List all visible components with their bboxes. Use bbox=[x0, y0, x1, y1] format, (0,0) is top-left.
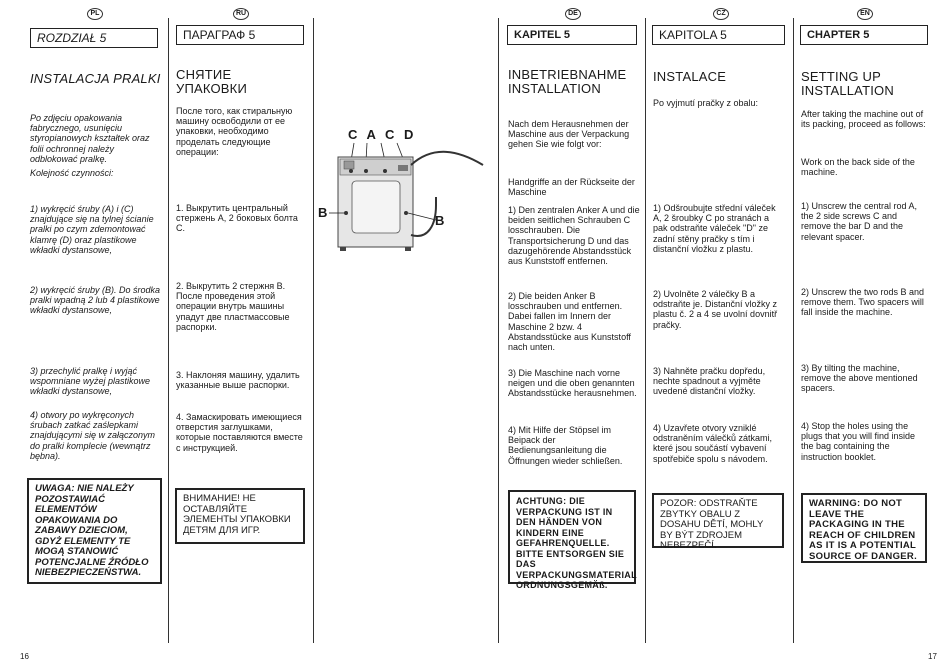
lang-badge-pl: PL bbox=[87, 8, 103, 20]
step1-ru: 1. Выкрутить центральный стержень А, 2 боковых болта С. bbox=[176, 203, 298, 234]
divider bbox=[313, 18, 314, 643]
step3-ru: 3. Наклоняя машину, удалить указанные выше распорки. bbox=[176, 370, 300, 391]
step1-cz: 1) Odšroubujte střední váleček A, 2 šroubky C po stranách a pak odstraňte váleček "D" ze zadní stěny pračky s tím i distanční vložku z plastu. bbox=[653, 203, 776, 254]
step2-cz: 2) Uvolněte 2 válečky B a odstraňte je. Distanční vložky z plastu č. 2 a 4 se uvolní dovnitř pračky. bbox=[653, 289, 778, 330]
step4-de: 4) Mit Hilfe der Stöpsel im Beipack der Bedienungsanleitung die Öffnungen wieder schließen. bbox=[508, 425, 623, 466]
step4-en: 4) Stop the holes using the plugs that you will find inside the bag containing the instruction booklet. bbox=[801, 421, 916, 462]
step2-de: 2) Die beiden Anker B losschrauben und entfernen. Dabei fallen im Innern der Maschine 2 bzw. 4 Abstandsstücke aus Kunststoff nach unten. bbox=[508, 291, 631, 353]
intro-en: After taking the machine out of its packing, proceed as follows: bbox=[801, 109, 926, 130]
section-title-ru: СНЯТИЕ УПАКОВКИ bbox=[176, 67, 247, 96]
washing-machine-figure bbox=[318, 125, 493, 275]
section-title-de: INBETRIEBNAHME INSTALLATION bbox=[508, 67, 627, 96]
section-title-pl: INSTALACJA PRALKI bbox=[30, 71, 161, 86]
step1-pl: 1) wykręcić śruby (A) i (C) znajdujące się na tylnej ścianie pralki po czym zdemontować klamrę (D) oraz plastikowe wkładki dystansowe, bbox=[30, 204, 154, 255]
step2-en: 2) Unscrew the two rods B and remove them. Two spacers will fall inside the machine. bbox=[801, 287, 925, 318]
figure-label-top: C A C D bbox=[348, 127, 417, 142]
step3-cz: 3) Nahněte pračku dopředu, nechte spadnout a vyjměte uvedené distanční vložky. bbox=[653, 366, 766, 397]
chapter-title-ru: ПАРАГРАФ 5 bbox=[176, 25, 304, 45]
back-side-en: Work on the back side of the machine. bbox=[801, 157, 915, 178]
chapter-title-cz: KAPITOLA 5 bbox=[652, 25, 785, 45]
chapter-title-pl: ROZDZIAŁ 5 bbox=[30, 28, 158, 48]
step4-pl: 4) otwory po wykręconych śrubach zatkać zaślepkami znajdującymi się w załączonym do pralki komplecie (wewnątrz bębna). bbox=[30, 410, 156, 461]
chapter-title-de: KAPITEL 5 bbox=[507, 25, 637, 45]
warning-de: ACHTUNG: DIE VERPACKUNG IST IN DEN HÄNDEN VON KINDERN EINE GEFAHRENQUELLE. BITTE ENTSORGEN SIE DAS VERPACKUNGSMATERIAL ORDNUNGSGEMÄß. bbox=[508, 490, 636, 584]
divider bbox=[168, 18, 169, 643]
section-title-en: SETTING UP INSTALLATION bbox=[801, 69, 894, 98]
intro-pl: Po zdjęciu opakowania fabrycznego, usunięciu styropianowych kształtek oraz folii ochronnej należy odblokować pralkę. bbox=[30, 113, 150, 164]
divider bbox=[645, 18, 646, 643]
step1-de: 1) Den zentralen Anker A und die beiden seitlichen Schrauben C losschrauben. Die Transportsicherung D und das dazugehörende Abstandsstück aus Kunststoff entfernen. bbox=[508, 205, 640, 267]
handles-de: Handgriffe an der Rückseite der Maschine bbox=[508, 177, 635, 198]
divider bbox=[498, 18, 499, 643]
intro-cz: Po vyjmutí pračky z obalu: bbox=[653, 98, 759, 108]
intro-de: Nach dem Herausnehmen der Maschine aus der Verpackung gehen Sie wie folgt vor: bbox=[508, 119, 630, 150]
step3-de: 3) Die Maschine nach vorne neigen und die oben genannten Abstandsstücke herausnehmen. bbox=[508, 368, 637, 399]
lang-badge-de: DE bbox=[565, 8, 581, 20]
chapter-title-en: CHAPTER 5 bbox=[800, 25, 928, 45]
intro-ru: После того, как стиральную машину освободили от ее упаковки, необходимо проделать следующие операции: bbox=[176, 106, 293, 157]
warning-ru: ВНИМАНИЕ! НЕ ОСТАВЛЯЙТЕ ЭЛЕМЕНТЫ УПАКОВКИ ДЕТЯМ ДЛЯ ИГР. bbox=[175, 488, 305, 544]
warning-pl: UWAGA: NIE NALEŻY POZOSTAWIAĆ ELEMENTÓW OPAKOWANIA DO ZABAWY DZIECIOM, GDYŻ ELEMENTY TE MOGĄ STANOWIĆ POTENCJALNE ŹRÓDŁO NIEBEZPIECZEŃSTWA. bbox=[27, 478, 162, 584]
step3-en: 3) By tilting the machine, remove the above mentioned spacers. bbox=[801, 363, 918, 394]
step1-en: 1) Unscrew the central rod A, the 2 side screws C and remove the bar D and the relevant spacer. bbox=[801, 201, 918, 242]
step2-ru: 2. Выкрутить 2 стержня В. После проведения этой операции внутрь машины упадут две пластмассовые распорки. bbox=[176, 281, 290, 332]
page-number-left: 16 bbox=[20, 652, 29, 661]
section-title-cz: INSTALACE bbox=[653, 69, 727, 84]
divider bbox=[793, 18, 794, 643]
step4-cz: 4) Uzavřete otvory vzniklé odstraněním válečků zátkami, které jsou součástí vybavení spotřebiče spolu s návodem. bbox=[653, 423, 773, 464]
figure-label-left: B bbox=[318, 205, 328, 220]
lang-badge-cz: CZ bbox=[713, 8, 729, 20]
figure-label-right: B bbox=[435, 213, 445, 228]
washing-machine-back-icon bbox=[318, 125, 493, 275]
lang-badge-en: EN bbox=[857, 8, 873, 20]
warning-en: WARNING: DO NOT LEAVE THE PACKAGING IN THE REACH OF CHILDREN AS IT IS A POTENTIAL SOURCE OF DANGER. bbox=[801, 493, 927, 563]
step4-ru: 4. Замаскировать имеющиеся отверстия заглушками, которые поставляются вместе с инструкцией. bbox=[176, 412, 303, 453]
warning-cz: POZOR: ODSTRAŇTE ZBYTKY OBALU Z DOSAHU DĚTÍ, MOHLY BY BÝT ZDROJEM NEBEZPEČÍ. bbox=[652, 493, 784, 548]
page-number-right: 17 bbox=[928, 652, 937, 661]
step3-pl: 3) przechylić pralkę i wyjąć wspomniane wyżej plastikowe wkładki dystansowe, bbox=[30, 366, 151, 397]
lang-badge-ru: RU bbox=[233, 8, 249, 20]
step2-pl: 2) wykręcić śruby (B). Do środka pralki wpadną 2 lub 4 plastikowe wkładki dystansowe, bbox=[30, 285, 161, 316]
order-pl: Kolejność czynności: bbox=[30, 168, 114, 178]
